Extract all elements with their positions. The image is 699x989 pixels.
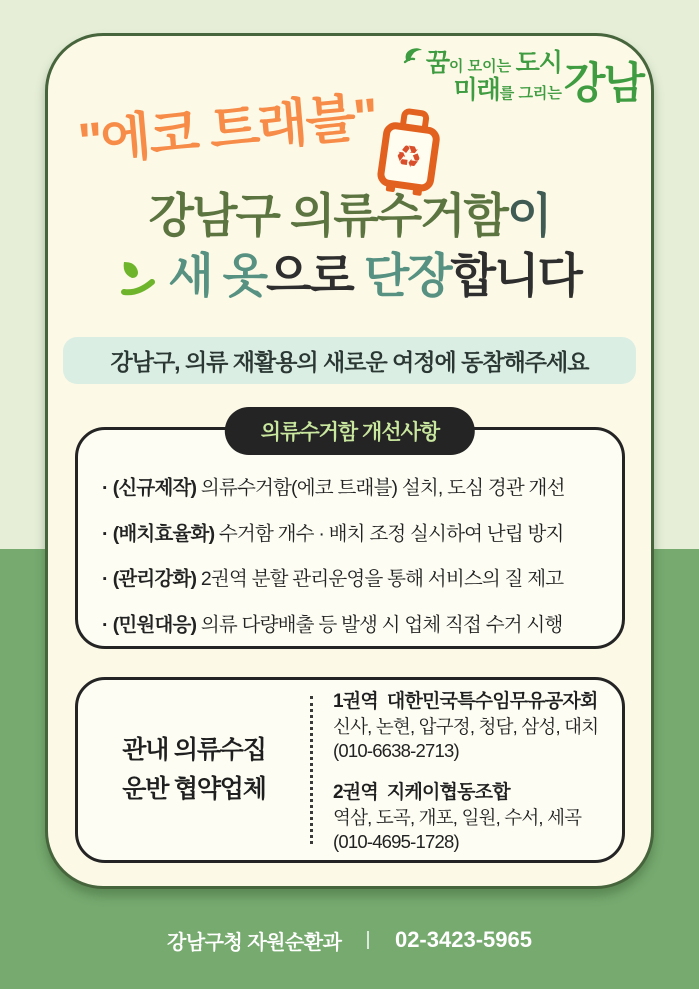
main-title <box>45 186 654 312</box>
main-title-line1: 강남구 의류수거함이 <box>148 189 551 242</box>
eco-travel-headline: "에코 트래블" <box>75 88 379 172</box>
partners-zones <box>313 686 622 853</box>
partners-title: 관내 의류수집 운반 협약업체 <box>122 736 266 803</box>
zone-label: 1권역 <box>333 691 378 713</box>
zone-areas: 신사, 논현, 압구정, 청담, 삼성, 대치 <box>333 716 599 738</box>
logo-brand: 강남 <box>563 60 643 109</box>
logo-text: 꿈 <box>425 49 450 77</box>
list-item: · (민원대응) 의류 다량배출 등 발생 시 업체 직접 수거 시행 <box>102 613 563 636</box>
footer-phone: 02-3423-5965 <box>394 927 532 952</box>
logo-line1: 꿈이 모이는 도시 <box>425 49 562 77</box>
footer-department: 강남구청 자원순환과 <box>167 931 342 954</box>
zone-label: 2권역 <box>333 781 378 803</box>
zone-phone: (010-6638-2713) <box>333 740 459 762</box>
zone-block <box>333 777 622 854</box>
recycle-icon: ♻ <box>392 139 425 176</box>
improvements-header-pill: 의류수거함 개선사항 <box>225 407 475 455</box>
footer <box>0 920 699 960</box>
zone-company: 대한민국특수임무유공자회 <box>386 691 598 713</box>
list-item: · (관리강화) 2권역 분할 관리운영을 통해 서비스의 질 제고 <box>102 568 564 590</box>
zone-block <box>333 686 622 763</box>
list-item: · (신규제작) 의류수거함(에코 트래블) 설치, 도심 경관 개선 <box>102 477 565 499</box>
logo-line2: 미래를 그리는 <box>453 76 562 104</box>
zone-company: 지케이협동조합 <box>386 781 510 803</box>
footer-divider <box>367 931 369 949</box>
campaign-banner <box>63 337 636 384</box>
sprout-icon <box>118 248 166 312</box>
main-title-line2: 새 옷으로 단장합니다 <box>45 246 654 312</box>
zone-areas: 역삼, 도곡, 개포, 일원, 수서, 세곡 <box>333 806 582 828</box>
gangnam-logo <box>425 49 643 109</box>
partners-card <box>75 677 625 863</box>
list-item: · (배치효율화) 수거함 개수 · 배치 조정 실시하여 난립 방지 <box>102 522 564 545</box>
improvements-list <box>78 430 622 637</box>
campaign-banner-text: 강남구, 의류 재활용의 새로운 여정에 동참해주세요 <box>110 349 589 375</box>
improvements-card <box>75 421 625 649</box>
sprout-icon <box>402 44 426 68</box>
zone-phone: (010-4695-1728) <box>333 830 459 852</box>
